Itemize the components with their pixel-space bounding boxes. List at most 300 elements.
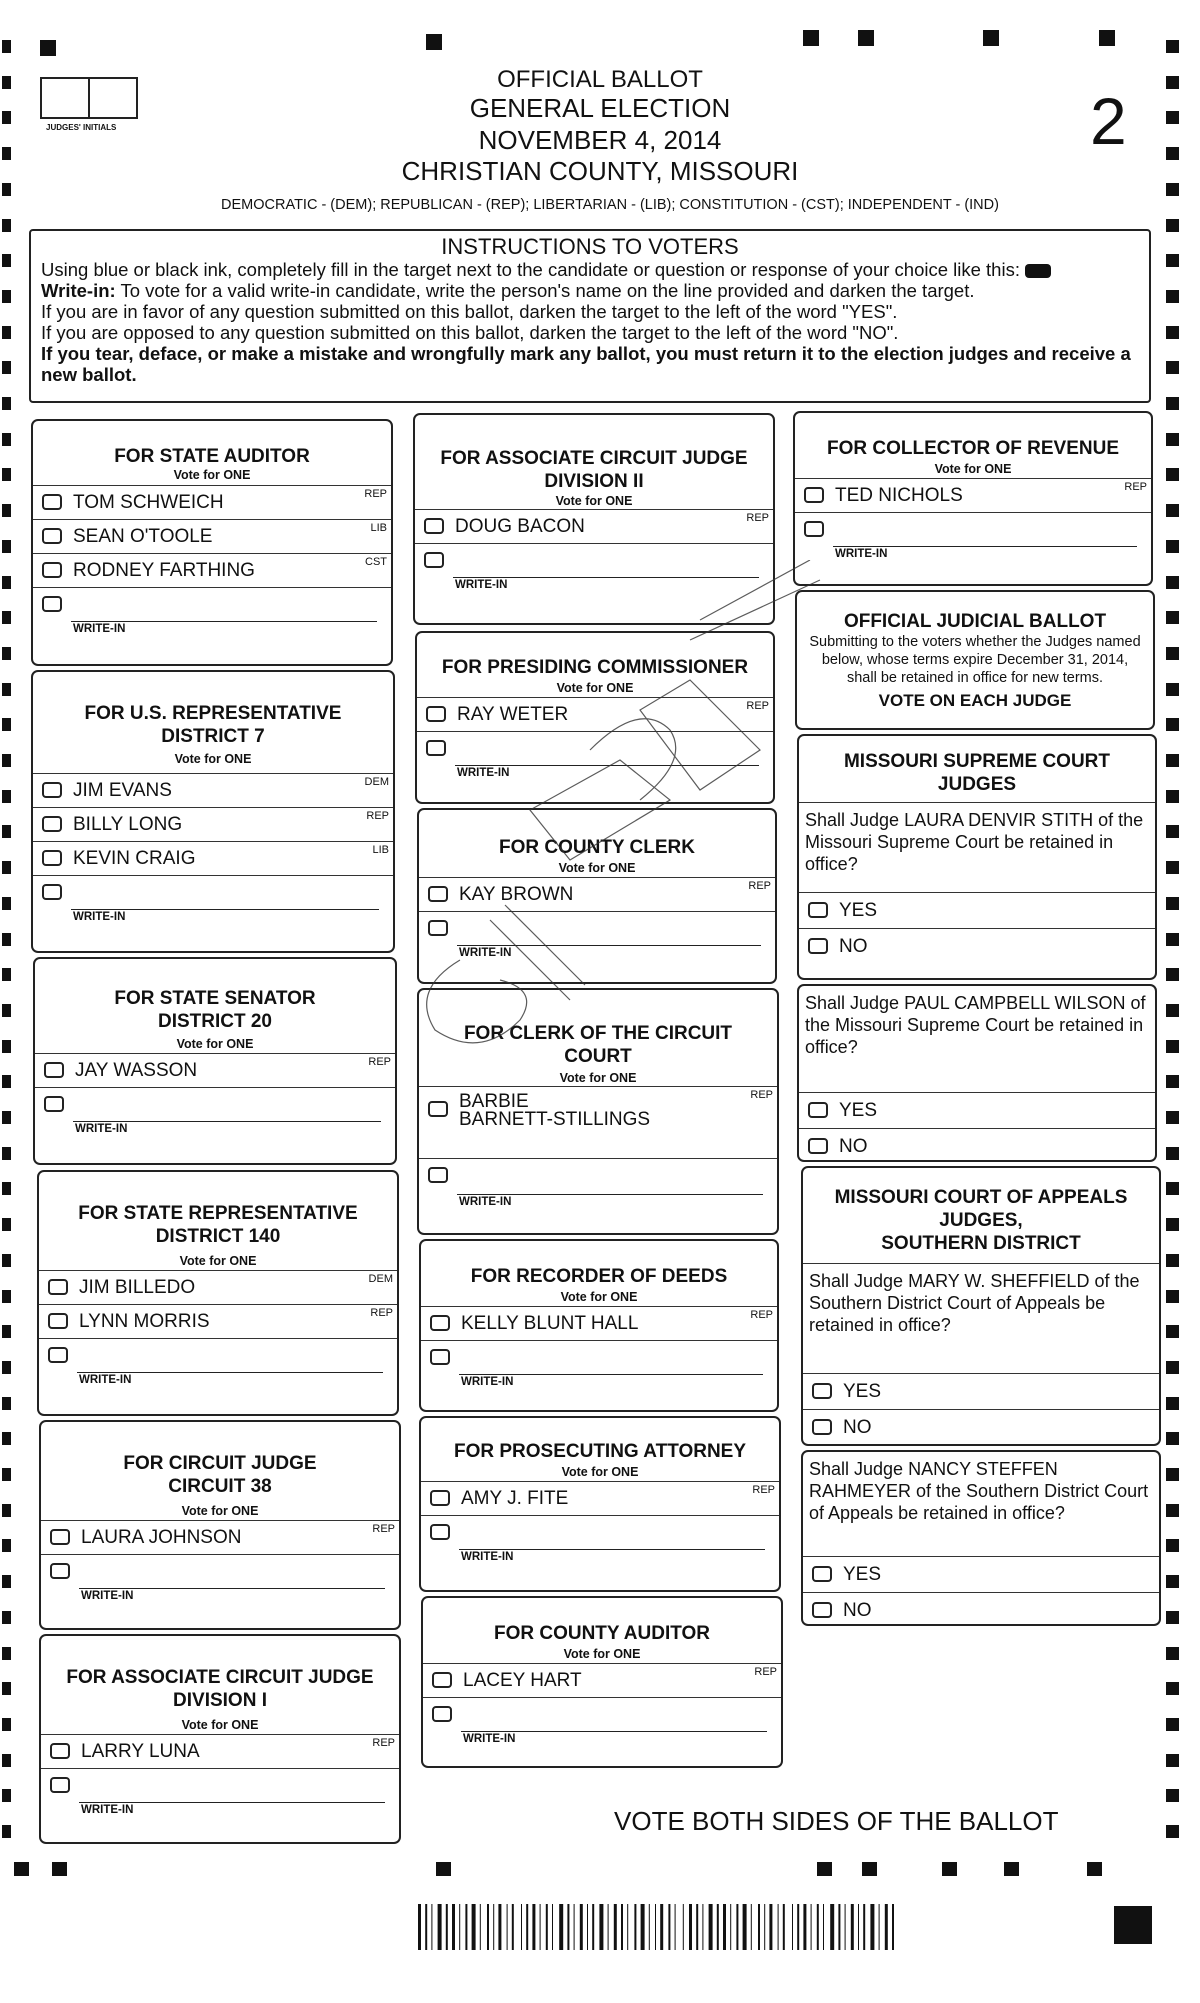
- barcode-bar: [863, 1904, 865, 1950]
- instructions-line-2: Write-in: To vote for a valid write-in candidate, write the person's name on the line provided and darken the target.: [41, 280, 975, 301]
- yes-label: YES: [843, 1381, 882, 1402]
- write-in-row[interactable]: [39, 1338, 397, 1386]
- section-title: MISSOURI SUPREME COURT: [843, 751, 1111, 772]
- vote-target[interactable]: [804, 487, 824, 503]
- barcode-bar: [830, 1904, 834, 1950]
- party-label: REP: [366, 810, 389, 822]
- timing-mark: [1166, 1040, 1179, 1053]
- timing-mark: [2, 1789, 11, 1802]
- barcode-bar: [885, 1904, 888, 1950]
- write-in-label: WRITE-IN: [461, 1551, 514, 1563]
- candidate-row[interactable]: [33, 773, 393, 807]
- instructions-line-1: Using blue or black ink, completely fill in the target next to the candidate or question or response of your choice like this:: [41, 259, 1139, 280]
- instructions-line-5: If you tear, deface, or make a mistake and wrongfully mark any ballot, you must return it to the election judges and receive a new ballot.: [41, 343, 1131, 385]
- barcode-bar: [736, 1904, 738, 1950]
- timing-mark: [2, 718, 11, 731]
- timing-mark: [2, 361, 11, 374]
- vote-target[interactable]: [50, 1563, 70, 1579]
- barcode-bar: [608, 1904, 609, 1950]
- county-name: CHRISTIAN COUNTY, MISSOURI: [401, 156, 799, 186]
- timing-mark: [1166, 1575, 1179, 1588]
- barcode-bar: [487, 1904, 489, 1950]
- ballot-title: OFFICIAL BALLOT: [497, 66, 703, 93]
- barcode-bar: [823, 1904, 824, 1950]
- vote-for-one: Vote for ONE: [556, 681, 634, 695]
- timing-mark: [862, 1862, 877, 1876]
- timing-mark: [2, 790, 11, 803]
- write-in-line[interactable]: [833, 546, 1137, 547]
- vote-target[interactable]: [44, 1096, 64, 1112]
- vote-for-one: Vote for ONE: [559, 1071, 637, 1085]
- vote-target[interactable]: [430, 1349, 450, 1365]
- party-label: REP: [372, 1523, 395, 1535]
- write-in-label: WRITE-IN: [79, 1374, 132, 1386]
- timing-mark: [2, 647, 11, 660]
- write-in-row[interactable]: [33, 587, 391, 635]
- yes-row[interactable]: [799, 1092, 1155, 1128]
- write-in-line[interactable]: [71, 909, 379, 910]
- vote-for-one: Vote for ONE: [176, 1037, 254, 1051]
- write-in-row[interactable]: [35, 1087, 395, 1135]
- vote-for-one: Vote for ONE: [558, 861, 636, 875]
- contest-title: FOR STATE SENATOR: [114, 988, 316, 1009]
- timing-mark: [1166, 397, 1179, 410]
- write-in-row[interactable]: [423, 1697, 781, 1745]
- barcode-bar: [870, 1904, 874, 1950]
- barcode-bar: [592, 1904, 594, 1950]
- vote-target[interactable]: [426, 740, 446, 756]
- write-in-line[interactable]: [457, 1194, 763, 1195]
- timing-mark: [1166, 1539, 1179, 1552]
- timing-mark: [1166, 647, 1179, 660]
- candidate-row[interactable]: [421, 1306, 777, 1340]
- write-in-label: WRITE-IN: [459, 947, 512, 959]
- write-in-row[interactable]: [415, 543, 773, 591]
- barcode-bar: [660, 1904, 663, 1950]
- write-in-row[interactable]: [795, 512, 1151, 560]
- candidate-name: JIM EVANS: [73, 780, 172, 801]
- barcode-bar: [797, 1904, 799, 1950]
- barcode-bar: [614, 1904, 617, 1950]
- vote-target[interactable]: [808, 938, 828, 954]
- judicial-ballot-header: [795, 590, 1155, 730]
- judges-initials-label: JUDGES' INITIALS: [46, 123, 117, 132]
- barcode-bar: [480, 1904, 481, 1950]
- filled-target-example: [1025, 264, 1051, 278]
- vote-target[interactable]: [432, 1672, 452, 1688]
- timing-mark: [2, 468, 11, 481]
- party-label: REP: [750, 1309, 773, 1321]
- barcode-bar: [751, 1904, 752, 1950]
- vote-target[interactable]: [808, 902, 828, 918]
- party-label: REP: [746, 700, 769, 712]
- barcode-bar: [512, 1904, 514, 1950]
- barcode-bar: [696, 1904, 698, 1950]
- no-row[interactable]: [803, 1592, 1159, 1628]
- timing-mark: [1166, 504, 1179, 517]
- vote-target[interactable]: [48, 1347, 68, 1363]
- vote-target[interactable]: [48, 1279, 68, 1295]
- timing-mark: [2, 1432, 11, 1445]
- write-in-row[interactable]: [41, 1554, 399, 1602]
- write-in-label: WRITE-IN: [461, 1376, 514, 1388]
- timing-mark: [2, 254, 11, 267]
- candidate-name: JAY WASSON: [75, 1060, 198, 1081]
- timing-mark: [2, 1147, 11, 1160]
- party-legend: DEMOCRATIC - (DEM); REPUBLICAN - (REP); LIBERTARIAN - (LIB); CONSTITUTION - (CST); INDEPENDENT - (IND): [221, 197, 999, 213]
- write-in-row[interactable]: [421, 1340, 777, 1388]
- vote-target[interactable]: [808, 1138, 828, 1154]
- section-title: MISSOURI COURT OF APPEALS: [834, 1187, 1128, 1208]
- timing-mark: [1166, 1682, 1179, 1695]
- section-subtitle: JUDGES: [937, 774, 1017, 795]
- party-label: REP: [750, 1089, 773, 1101]
- barcode-bar: [717, 1904, 719, 1950]
- vote-for-one: Vote for ONE: [181, 1504, 259, 1518]
- no-row[interactable]: [799, 928, 1155, 964]
- timing-mark: [1166, 361, 1179, 374]
- write-in-line[interactable]: [459, 1549, 765, 1550]
- barcode-bar: [459, 1904, 460, 1950]
- timing-mark: [1166, 290, 1179, 303]
- candidate-name: TED NICHOLS: [835, 485, 963, 506]
- contest-subtitle: DIVISION I: [173, 1690, 267, 1711]
- barcode-bar: [574, 1904, 575, 1950]
- no-label: NO: [843, 1600, 872, 1621]
- contest-clerk-of-circuit-court: [417, 988, 779, 1235]
- contest-title: FOR COUNTY CLERK: [499, 837, 695, 858]
- vote-for-one: Vote for ONE: [181, 1718, 259, 1732]
- candidate-row[interactable]: [419, 877, 775, 911]
- write-in-row[interactable]: [419, 911, 775, 959]
- contest-associate-circuit-judge-div-2: [413, 413, 775, 625]
- timing-mark: [2, 1075, 11, 1088]
- write-in-line[interactable]: [461, 1731, 767, 1732]
- retention-question: Shall Judge MARY W. SHEFFIELD of the Southern District Court of Appeals be retained in office?: [803, 1263, 1159, 1373]
- vote-target[interactable]: [44, 1062, 64, 1078]
- yes-row[interactable]: [803, 1556, 1159, 1592]
- vote-for-one: Vote for ONE: [179, 1254, 257, 1268]
- party-label: REP: [754, 1666, 777, 1678]
- candidate-row[interactable]: [41, 1734, 399, 1768]
- yes-row[interactable]: [803, 1373, 1159, 1409]
- timing-mark: [1166, 433, 1179, 446]
- candidate-name: LARRY LUNA: [81, 1741, 200, 1762]
- barcode-bar: [526, 1904, 528, 1950]
- candidate-row[interactable]: [41, 1520, 399, 1554]
- candidate-row[interactable]: [33, 485, 391, 519]
- ballot-style-number: 2: [1090, 84, 1127, 158]
- vote-target[interactable]: [430, 1315, 450, 1331]
- write-in-label: WRITE-IN: [455, 579, 508, 591]
- vote-target[interactable]: [428, 920, 448, 936]
- corner-block: [1114, 1906, 1152, 1944]
- vote-target[interactable]: [42, 596, 62, 612]
- vote-target[interactable]: [804, 521, 824, 537]
- vote-target[interactable]: [42, 562, 62, 578]
- vote-target[interactable]: [42, 884, 62, 900]
- timing-mark: [14, 1862, 29, 1876]
- contest-us-representative: [31, 670, 395, 953]
- candidate-row[interactable]: [419, 1086, 777, 1158]
- timing-mark: [1166, 1789, 1179, 1802]
- timing-mark: [1166, 1718, 1179, 1731]
- timing-mark: [2, 754, 11, 767]
- candidate-name: BILLY LONG: [73, 814, 183, 835]
- party-label: REP: [364, 488, 387, 500]
- write-in-label: WRITE-IN: [835, 548, 888, 560]
- timing-mark: [426, 34, 442, 50]
- candidate-row[interactable]: [423, 1663, 781, 1697]
- contest-title: FOR RECORDER OF DEEDS: [470, 1266, 728, 1287]
- timing-mark: [2, 968, 11, 981]
- write-in-line[interactable]: [71, 621, 377, 622]
- barcode-bar: [540, 1904, 541, 1950]
- vote-target[interactable]: [42, 850, 62, 866]
- contest-title: FOR U.S. REPRESENTATIVE: [84, 703, 342, 724]
- contest-collector-of-revenue: [793, 411, 1153, 586]
- write-in-line[interactable]: [77, 1372, 383, 1373]
- candidate-row[interactable]: [33, 519, 391, 553]
- contest-title: FOR PRESIDING COMMISSIONER: [441, 657, 749, 678]
- contest-subtitle: DISTRICT 7: [161, 726, 265, 747]
- timing-mark: [2, 1182, 11, 1195]
- barcode-bar: [472, 1904, 476, 1950]
- vote-for-one: Vote for ONE: [560, 1290, 638, 1304]
- vote-target[interactable]: [50, 1777, 70, 1793]
- party-label: LIB: [370, 522, 387, 534]
- timing-mark: [2, 1539, 11, 1552]
- write-in-line[interactable]: [453, 577, 759, 578]
- retention-question: Shall Judge LAURA DENVIR STITH of the Missouri Supreme Court be retained in office?: [799, 802, 1155, 892]
- timing-mark: [1166, 1611, 1179, 1624]
- timing-mark: [2, 1825, 11, 1838]
- write-in-label: WRITE-IN: [75, 1123, 128, 1135]
- vote-target[interactable]: [430, 1490, 450, 1506]
- vote-target[interactable]: [430, 1524, 450, 1540]
- barcode-bar: [851, 1904, 854, 1950]
- vote-target[interactable]: [812, 1419, 832, 1435]
- timing-mark: [1166, 825, 1179, 838]
- party-label: REP: [368, 1056, 391, 1068]
- timing-mark: [2, 1254, 11, 1267]
- vote-for-one: Vote for ONE: [563, 1647, 641, 1661]
- vote-target[interactable]: [424, 518, 444, 534]
- vote-target[interactable]: [426, 706, 446, 722]
- write-in-line[interactable]: [459, 1374, 763, 1375]
- timing-mark: [1166, 897, 1179, 910]
- vote-for-one: Vote for ONE: [173, 468, 251, 482]
- no-row[interactable]: [803, 1409, 1159, 1445]
- candidate-row[interactable]: [417, 697, 773, 731]
- candidate-name: JIM BILLEDO: [79, 1277, 196, 1298]
- timing-mark: [52, 1862, 67, 1876]
- timing-mark: [1166, 933, 1179, 946]
- barcode-bar: [769, 1904, 772, 1950]
- timing-mark: [2, 1040, 11, 1053]
- vote-target[interactable]: [812, 1602, 832, 1618]
- vote-target[interactable]: [428, 886, 448, 902]
- barcode-bar: [709, 1904, 713, 1950]
- timing-mark: [1166, 576, 1179, 589]
- barcode-bar: [641, 1904, 645, 1950]
- candidate-name: KEVIN CRAIG: [73, 848, 196, 869]
- contest-subtitle: DISTRICT 140: [155, 1226, 281, 1247]
- write-in-label: WRITE-IN: [463, 1733, 516, 1745]
- timing-mark: [2, 1004, 11, 1017]
- vote-target[interactable]: [50, 1529, 70, 1545]
- contest-prosecuting-attorney: [419, 1416, 781, 1592]
- vote-target[interactable]: [424, 552, 444, 568]
- write-in-row[interactable]: [33, 875, 393, 923]
- timing-mark: [1166, 540, 1179, 553]
- candidate-row[interactable]: [33, 841, 393, 875]
- timing-mark: [2, 825, 11, 838]
- candidate-row[interactable]: [415, 509, 773, 543]
- vote-target[interactable]: [812, 1383, 832, 1399]
- contest-title: FOR ASSOCIATE CIRCUIT JUDGE: [66, 1667, 374, 1688]
- timing-mark: [2, 683, 11, 696]
- vote-target[interactable]: [42, 494, 62, 510]
- write-in-line[interactable]: [79, 1588, 385, 1589]
- timing-mark: [2, 1325, 11, 1338]
- barcode-bar: [838, 1904, 840, 1950]
- barcode-bar: [758, 1904, 760, 1950]
- vote-target[interactable]: [42, 816, 62, 832]
- party-label: REP: [1124, 481, 1147, 493]
- barcode-bar: [465, 1904, 467, 1950]
- vote-target[interactable]: [50, 1743, 70, 1759]
- timing-mark: [1166, 683, 1179, 696]
- timing-mark: [1004, 1862, 1019, 1876]
- yes-row[interactable]: [799, 892, 1155, 928]
- barcode-bar: [587, 1904, 588, 1950]
- vote-target[interactable]: [42, 782, 62, 798]
- timing-mark: [1166, 1218, 1179, 1231]
- candidate-row[interactable]: [39, 1304, 397, 1338]
- timing-mark: [1166, 1004, 1179, 1017]
- contest-subtitle: DIVISION II: [544, 471, 644, 492]
- vote-target[interactable]: [428, 1101, 448, 1117]
- no-row[interactable]: [799, 1128, 1155, 1164]
- timing-mark: [1099, 30, 1115, 46]
- write-in-line[interactable]: [455, 765, 759, 766]
- timing-mark: [2, 933, 11, 946]
- barcode-bar: [438, 1904, 442, 1950]
- vote-target[interactable]: [808, 1102, 828, 1118]
- timing-mark: [2, 326, 11, 339]
- contest-subtitle: COURT: [564, 1046, 632, 1067]
- timing-mark: [1166, 40, 1179, 53]
- write-in-row[interactable]: [419, 1158, 777, 1208]
- candidate-row[interactable]: [795, 478, 1151, 512]
- vote-target[interactable]: [48, 1313, 68, 1329]
- timing-mark: [1166, 1825, 1179, 1838]
- barcode-bar: [702, 1904, 703, 1950]
- no-label: NO: [839, 1136, 868, 1157]
- vote-for-one: Vote for ONE: [561, 1465, 639, 1479]
- barcode-bar: [858, 1904, 859, 1950]
- timing-mark: [1166, 1361, 1179, 1374]
- contest-state-senator: [33, 957, 397, 1165]
- supreme-court-section: [797, 734, 1157, 980]
- barcode-bar: [452, 1904, 455, 1950]
- barcode-bar: [599, 1904, 603, 1950]
- contest-title: FOR STATE REPRESENTATIVE: [78, 1203, 358, 1224]
- instructions-line-4: If you are opposed to any question submitted on this ballot, darken the target to the left of the word "NO".: [41, 322, 899, 343]
- candidate-row[interactable]: [33, 807, 393, 841]
- retention-question: Shall Judge NANCY STEFFEN RAHMEYER of the Southern District Court of Appeals be retained in office?: [809, 1459, 1149, 1523]
- write-in-row[interactable]: [421, 1515, 779, 1563]
- ballot-barcode: [418, 1904, 908, 1950]
- timing-mark: [1166, 861, 1179, 874]
- candidate-name: BARBIE BARNETT-STILLINGS: [459, 1091, 651, 1130]
- barcode-bar: [689, 1904, 692, 1950]
- timing-mark: [2, 40, 11, 53]
- vote-for-one: Vote for ONE: [174, 752, 252, 766]
- contest-state-representative: [37, 1170, 399, 1416]
- timing-mark: [1166, 1254, 1179, 1267]
- write-in-line[interactable]: [73, 1121, 381, 1122]
- election-name: GENERAL ELECTION: [469, 93, 731, 123]
- vote-both-sides-notice: VOTE BOTH SIDES OF THE BALLOT: [614, 1806, 1059, 1836]
- barcode-bar: [418, 1904, 421, 1950]
- timing-mark: [1087, 1862, 1102, 1876]
- vote-target[interactable]: [812, 1566, 832, 1582]
- timing-mark: [2, 861, 11, 874]
- barcode-bar: [845, 1904, 846, 1950]
- write-in-row[interactable]: [41, 1768, 399, 1816]
- vote-for-one: Vote for ONE: [934, 462, 1012, 476]
- candidate-row[interactable]: [39, 1270, 397, 1304]
- timing-mark: [1166, 1182, 1179, 1195]
- contest-county-clerk: [417, 808, 777, 984]
- timing-mark: [1166, 611, 1179, 624]
- timing-mark: [1166, 326, 1179, 339]
- party-label: LIB: [372, 844, 389, 856]
- timing-mark: [2, 1218, 11, 1231]
- timing-mark: [2, 540, 11, 553]
- contest-recorder-of-deeds: [419, 1239, 779, 1412]
- write-in-row[interactable]: [417, 731, 773, 779]
- party-label: REP: [748, 880, 771, 892]
- barcode-bar: [764, 1904, 765, 1950]
- retention-question-box: [797, 984, 1157, 1162]
- party-label: CST: [365, 556, 387, 568]
- barcode-bar: [723, 1904, 726, 1950]
- timing-mark: [803, 30, 819, 46]
- candidate-row[interactable]: [33, 553, 391, 587]
- write-in-line[interactable]: [79, 1802, 385, 1803]
- vote-target[interactable]: [432, 1706, 452, 1722]
- party-label: REP: [752, 1484, 775, 1496]
- write-in-line[interactable]: [457, 945, 761, 946]
- timing-mark: [1166, 1325, 1179, 1338]
- section-subtitle: JUDGES,: [939, 1210, 1023, 1231]
- vote-target[interactable]: [428, 1167, 448, 1183]
- candidate-name: RODNEY FARTHING: [73, 560, 255, 581]
- candidate-row[interactable]: [35, 1053, 395, 1087]
- candidate-row[interactable]: [421, 1481, 779, 1515]
- contest-county-auditor: [421, 1596, 783, 1768]
- timing-mark: [1166, 1504, 1179, 1517]
- timing-mark: [1166, 1468, 1179, 1481]
- vote-for-one: Vote for ONE: [555, 494, 633, 508]
- timing-mark: [2, 290, 11, 303]
- judicial-ballot-text: Submitting to the voters whether the Judges named below, whose terms expire December 31, 2014, shall be retained in office for new terms.: [809, 634, 1141, 686]
- vote-target[interactable]: [42, 528, 62, 544]
- barcode-bar: [425, 1904, 427, 1950]
